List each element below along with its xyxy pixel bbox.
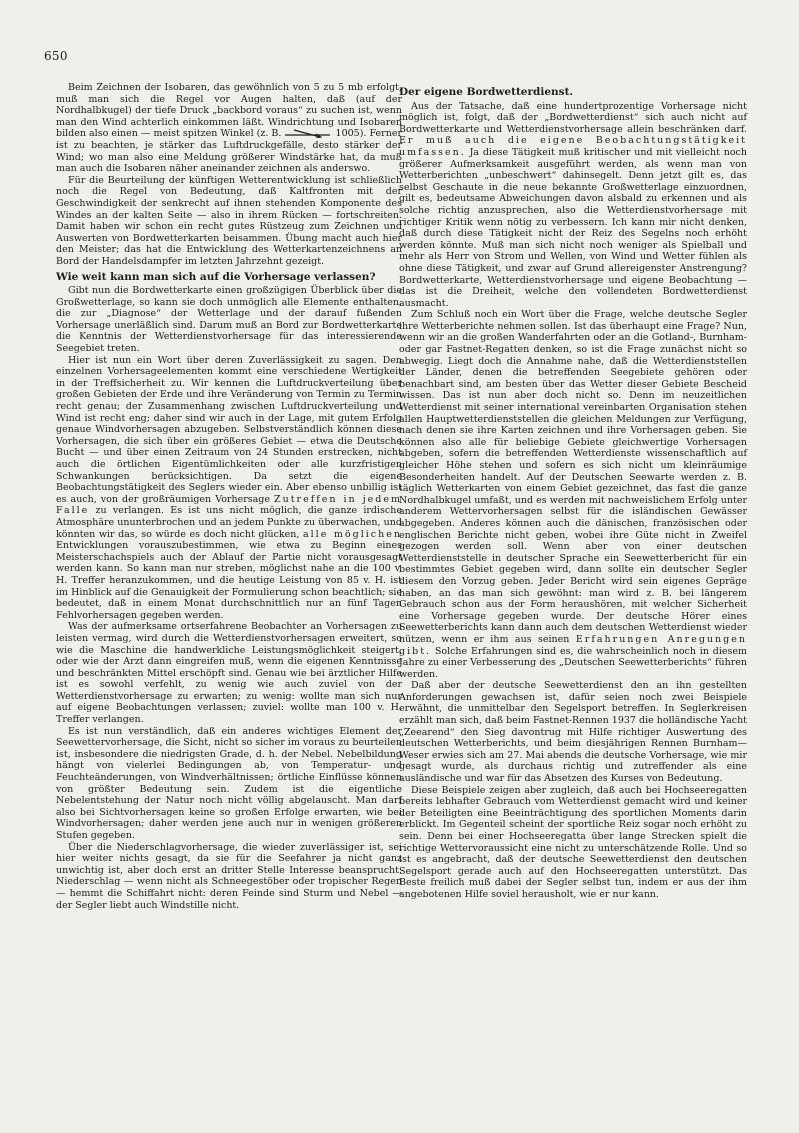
- paragraph: Was der aufmerksame ortserfahrene Beobachter an Vorhersagen zu leisten vermag, wird durch die Wetterdienstvorhersagen erweitert, so wie die Maschine die handwerkliche Leistungsmöglichkeit steigert, oder wie der Arzt dann eingreifen muß, wenn die eigenen Kenntnisse und beschränkten Mittel erschöpft sind. Genau wie bei ärztlicher Hilfe ist es sowohl verfehlt, zu wenig wie auch zuviel von der Wetterdienstvorhersage zu erwarten; zu wenig: wollte man sich nur auf eigene Beobachtungen verlassen; zuviel: wollte man 100 v. H. Treffer verlangen.: [56, 621, 402, 726]
- paragraph: Zum Schluß noch ein Wort über die Frage, welche deutsche Segler ihre Wetterberichte nehmen sollen. Ist das überhaupt eine Frage? Nun, wenn wir an die großen Wanderfahrten oder an die Gotland-, Burnham- oder gar Fastnet-Regatten denken, so ist die Frage zunächst nicht so abwegig. Liegt doch die Annahme nahe, daß die Wetterdienststellen der Länder, denen die betreffenden Seegebiete gehören oder benachbart sind, am besten über das Wetter dieser Gebiete Bescheid wissen. Das ist nun aber doch nicht so. Denn im neuzeitlichen Wetterdienst mit seiner international vereinbarten Organisation stehen allen Hauptwetterdienststellen die gleichen Meldungen zur Verfügung, nach denen sie ihre Karten zeichnen und ihre Vorhersagen geben. Sie können also alle für beliebige Gebiete gleichwertige Vorhersagen abgeben, sofern die betreffenden Wetterdienste wissenschaftlich auf gleicher Höhe stehen und sofern es sich nicht um kleinräumige Besonderheiten handelt. Auf der Deutschen Seewarte werden z. B. täglich Wetterkarten von einem Gebiet gezeichnet, das fast die ganze Nordhalbkugel umfaßt, und es werden mit nachweislichem Erfolg unter anderem Wettervorhersagen selbst für die isländischen Gewässer abgegeben. Anderes können auch die dänischen, französischen oder englischen Berichte nicht geben, wobei ihre Güte nicht in Zweifel gezogen werden soll. Wenn aber von einer deutschen Wetterdienststelle in deutscher Sprache ein Seewetterbericht für ein bestimmtes Gebiet gegeben wird, dann sollte ein deutscher Segler diesem den Vorzug geben. Jeder Bericht wird sein eigenes Gepräge haben, an das man sich gewöhnt: man wird z. B. bei längerem Gebrauch schon aus der Form heraushören, mit welcher Sicherheit eine Vorhersage gegeben wurde. Der deutsche Hörer eines Seewetterberichts kann dann auch dem deutschen Wetterdienst wieder nützen, wenn er ihm aus seinen Erfahrungen Anregungen gibt. Solche Erfahrungen sind es, die wahrscheinlich noch in diesem Jahre zu einer Verbesserung des „Deutschen Seewetterberichts“ führen werden.: [399, 309, 747, 680]
- paragraph: Diese Beispiele zeigen aber zugleich, daß auch bei Hochseeregatten bereits lebhafter Gebrauch vom Wetterdienst gemacht wird und keiner der Beteiligten eine Beeinträchtigung des sportlichen Moments darin erblickt. Im Gegenteil scheint der sportliche Reiz sogar noch erhöht zu sein. Denn bei einer Hochseeregatta über lange Strecken spielt die richtige Wettervoraussicht eine nicht zu unterschätzende Rolle. Und so ist es angebracht, daß der deutsche Seewetterdienst den deutschen Segelsport gerade auch auf den Hochseeregatten unterstützt. Das Beste freilich muß dabei der Segler selbst tun, indem er aus der ihm angebotenen Hilfe soviel herausholt, wie er nur kann.: [399, 784, 747, 900]
- right-column: [399, 86, 747, 901]
- section-heading: Wie weit kann man sich auf die Vorhersage verlassen?: [56, 270, 376, 283]
- paragraph: Für die Beurteilung der künftigen Wetterentwicklung ist schließlich noch die Regel von Bedeutung, daß Kaltfronten mit der Geschwindigkeit der senkrecht auf ihnen stehenden Komponente des Windes an der kalten Seite — also in ihrem Rücken — fortschreiten. Damit haben wir schon ein recht gutes Rüstzeug zum Zeichnen und Auswerten von Bordwetterkarten beisammen. Übung macht auch hier den Meister; das hat die Entwicklung des Wetterkartenzeichnens an Bord der Handelsdampfer im letzten Jahrzehnt gezeigt.: [56, 174, 402, 267]
- paragraph: Hier ist nun ein Wort über deren Zuverlässigkeit zu sagen. Den einzelnen Vorhersageelementen kommt eine verschiedene Wertigkeit in der Treffsicherheit zu. Wir kennen die Luftdruckverteilung über großen Gebieten der Erde und ihre Veränderung von Termin zu Termin recht genau; der Zusammenhang zwischen Luftdruckverteilung und Wind ist recht eng; daher sind wir auch in der Lage, mit gutem Erfolg genaue Windvorhersagen abzugeben. Selbstverständlich können diese Vorhersagen, die sich über ein größeres Gebiet — etwa die Deutsche Bucht — und über einen Zeitraum von 24 Stunden erstrecken, nicht auch die örtlichen Eigentümlichkeiten oder alle kurzfristigen Schwankungen berücksichtigen. Da setzt die eigene Beobachtungstätigkeit des Seglers wieder ein. Aber ebenso unbillig ist es auch, von der großräumigen Vorhersage Zutreffen in jedem Falle zu verlangen. Es ist uns nicht möglich, die ganze irdische Atmosphäre ununterbrochen und an jedem Punkte zu überwachen, und könnten wir das, so würde es doch nicht glücken, alle möglichen Entwicklungen vorauszubestimmen, wie etwa zu Beginn eines Meisterschachspiels auch der Ablauf der Partie nicht vorausgesagt werden kann. So kann man nur streben, möglichst nahe an die 100 v. H. Treffer heranzukommen, und die heutige Leistung von 85 v. H. ist im Hinblick auf die Genauigkeit der Formulierung schon beachtlich; sie bedeutet, daß in einem Monat durchschnittlich nur an fünf Tagen Fehlvorhersagen gegeben werden.: [56, 354, 402, 621]
- paragraph: Aus der Tatsache, daß eine hundertprozentige Vorhersage nicht möglich ist, folgt, daß der „Bordwetterdienst“ sich auch nicht auf Bordwetterkarte und Wetterdienstvorhersage allein beschränken darf. Er muß auch die eigene Beobachtungstätigkeit umfassen. Ja diese Tätigkeit muß kritischer und mit vielleicht noch größerer Aufmerksamkeit ausgeführt werden, als wenn man von Wetterberichten „unbeschwert“ dahinsegelt. Denn jetzt gilt es, das selbst Geschaute in die neue bekannte Großwetterlage einzuordnen, gilt es, bedeutsame Abweichungen davon alsbald zu erkennen und als solche richtig anzusprechen, also die Wetterdienstvorhersage mit richtiger Kritik wenn nötig zu verbessern. Ich kann mir nicht denken, daß durch diese Tätigkeit nicht der Reiz des Segelns noch erhöht werden könnte. Muß man sich nicht noch weniger als Spielball und mehr als Herr von Strom und Wellen, von Wind und Wetter fühlen als ohne diese Tätigkeit, und zwar auf Grund allereigenster Anstrengung? Bordwetterkarte, Wetterdienstvorhersage und eigene Beobachtung — das ist die Dreiheit, welche den vollendeten Bordwetterdienst ausmacht.: [399, 100, 747, 309]
- paragraph: Es ist nun verständlich, daß ein anderes wichtiges Element der Seewettervorhersage, die Sicht, nicht so sicher im voraus zu beurteilen ist, insbesondere die niedrigsten Grade, d. h. der Nebel. Nebelbildung hängt von vielerlei Bedingungen ab, von Temperatur- und Feuchteänderungen, von Windverhältnissen; örtliche Einflüsse können von größter Bedeutung sein. Zudem ist die eigentliche Nebelentstehung der Natur noch nicht völlig abgelauscht. Man darf also bei Sichtvorhersagen keine so großen Erfolge erwarten, wie bei Windvorhersagen; daher werden jene auch nur in wenigen größeren Stufen gegeben.: [56, 725, 402, 841]
- paragraph: Daß aber der deutsche Seewetterdienst den an ihn gestellten Anforderungen gewachsen ist, dafür seien noch zwei Beispiele erwähnt, die unmittelbar den Segelsport betreffen. In Seglerkreisen erzählt man sich, daß beim Fastnet-Rennen 1937 die holländische Yacht „Zeearend“ den Sieg davontrug mit Hilfe richtiger Auswertung des deutschen Wetterberichts, und beim diesjährigen Rennen Burnham—Weser erwies sich am 27. Mai abends die deutsche Vorhersage, wie mir gesagt wurde, als durchaus richtig und zutreffender als eine ausländische und war für das Absetzen des Kurses von Bedeutung.: [399, 680, 747, 785]
- paragraph: Beim Zeichnen der Isobaren, das gewöhnlich von 5 zu 5 mb erfolgt, muß man sich die Regel vor Augen halten, daß (auf der Nordhalbkugel) der tiefe Druck „backbord voraus“ zu suchen ist, wenn man den Wind achterlich einkommen läßt. Windrichtung und Isobaren bilden also einen — meist spitzen Winkel (z. B. 1005). Ferner ist zu beachten, je stärker das Luftdruckgefälle, desto stärker der Wind; wo man also eine Meldung größerer Windstärke hat, da muß man auch die Isobaren näher aneinander zeichnen als anderswo.: [56, 82, 402, 175]
- wind-isobar-symbol: [284, 129, 332, 138]
- page-number: 650: [44, 49, 68, 63]
- section-heading: Der eigene Bordwetterdienst.: [399, 86, 574, 98]
- paragraph: Gibt nun die Bordwetterkarte einen großzügigen Überblick über die Großwetterlage, so kann sie doch unmöglich alle Elemente enthalten, die zur „Diagnose“ der Wetterlage und der darauf fußenden Vorhersage unerläßlich sind. Darum muß an Bord zur Bordwetterkarte die Kenntnis der Wetterdienstvorhersage für das interessierende Seegebiet treten.: [56, 285, 402, 355]
- paragraph: Über die Niederschlagvorhersage, die wieder zuverlässiger ist, sei hier weiter nichts gesagt, da sie für die Seefahrer ja nicht ganz unwichtig ist, aber doch erst an dritter Stelle Interesse beansprucht. Niederschlag — wenn nicht als Schneegestöber oder tropischer Regen — hemmt die Schiffahrt nicht: deren Feinde sind Sturm und Nebel — der Segler liebt auch Windstille nicht.: [56, 841, 402, 911]
- left-column: [56, 82, 402, 911]
